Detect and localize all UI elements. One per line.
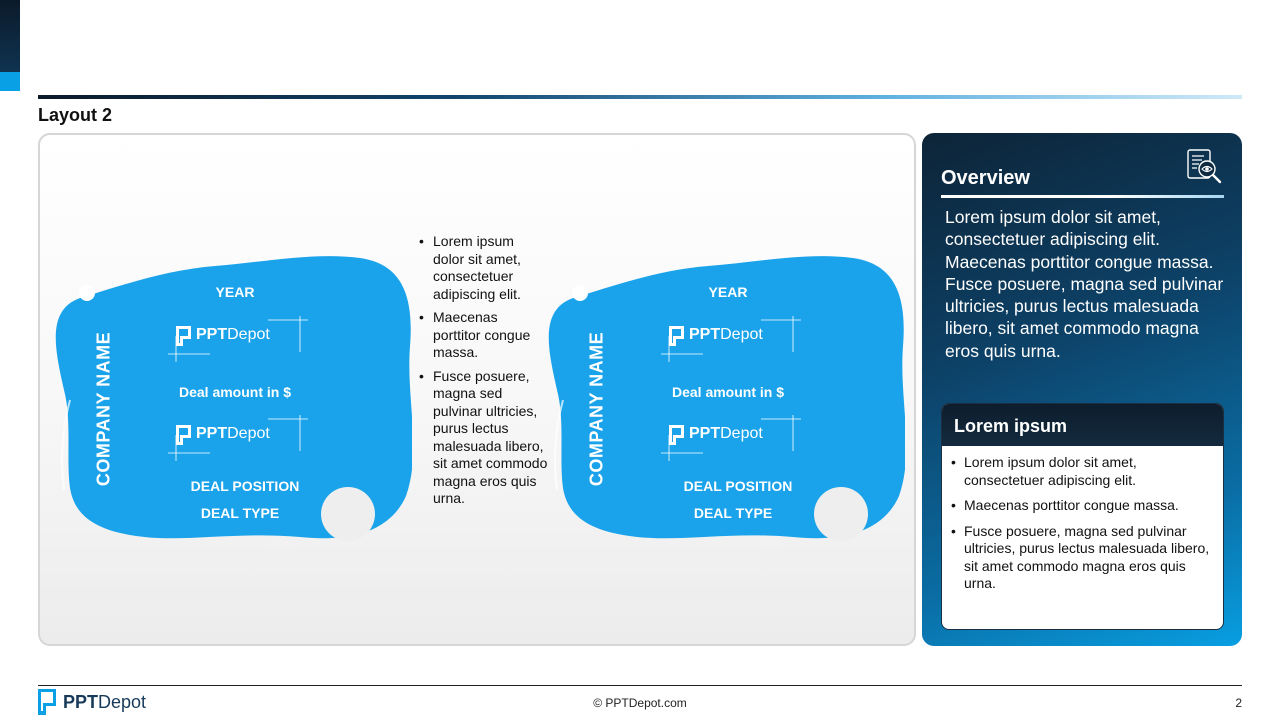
deal-type-label: DEAL TYPE <box>200 505 280 521</box>
footer-logo-text: PPTDepot <box>63 692 147 712</box>
corner-decoration <box>0 0 20 72</box>
ppt-depot-logo-icon <box>176 425 191 445</box>
list-item: • Fusce posuere, magna sed pulvinar ultricies, purus lectus malesuada libero, sit amet commodo magna eros quis urna. <box>418 368 548 508</box>
page-number: 2 <box>1235 696 1242 710</box>
logo-text: PPTDepot <box>689 326 763 343</box>
footer-divider <box>38 685 1242 686</box>
deal-type-label: DEAL TYPE <box>693 505 773 521</box>
overview-divider <box>941 195 1224 198</box>
lorem-box-header <box>942 404 1223 446</box>
lorem-ipsum-box <box>941 403 1224 630</box>
logo-text: PPTDepot <box>689 425 763 442</box>
company-logo <box>669 417 799 457</box>
year-label: YEAR <box>215 284 255 300</box>
company-name-label: COMPANY NAME <box>93 331 114 487</box>
company-logo <box>669 318 799 358</box>
list-item: • Fusce posuere, magna sed pulvinar ultricies, purus lectus malesuada libero, sit amet commodo magna eros quis urna. <box>951 523 1216 593</box>
document-search-icon <box>1185 148 1223 186</box>
slide-title: Layout 2 <box>38 105 113 125</box>
company-name-label: COMPANY NAME <box>586 331 607 487</box>
ppt-depot-logo-icon <box>669 326 684 346</box>
corner-accent <box>0 72 20 91</box>
copyright-text: © PPTDepot.com <box>593 696 687 710</box>
header-divider <box>38 95 1242 99</box>
ppt-depot-logo-icon <box>669 425 684 445</box>
ppt-depot-logo-icon <box>176 326 191 346</box>
lorem-box-title: Lorem ipsum <box>954 416 1068 436</box>
deal-position-label: DEAL POSITION <box>683 478 793 494</box>
list-item: • Maecenas porttitor congue massa. <box>951 497 1216 515</box>
overview-panel <box>922 133 1242 646</box>
logo-text: PPTDepot <box>196 425 270 442</box>
list-item: • Lorem ipsum dolor sit amet, consectetuer adipiscing elit. <box>418 233 548 303</box>
logo-text: PPTDepot <box>196 326 270 343</box>
list-item: • Maecenas porttitor congue massa. <box>418 309 548 362</box>
main-content-panel <box>38 133 916 646</box>
list-item: • Lorem ipsum dolor sit amet, consectetuer adipiscing elit. <box>951 454 1216 489</box>
company-card-2 <box>543 250 905 546</box>
deal-amount-label: Deal amount in $ <box>671 384 785 400</box>
company-card-1 <box>50 250 412 546</box>
lorem-bullet-list <box>951 454 1216 601</box>
year-label: YEAR <box>708 284 748 300</box>
overview-title: Overview <box>941 167 1030 189</box>
middle-bullet-list <box>418 233 548 514</box>
ppt-depot-logo-icon <box>38 689 56 715</box>
overview-text: Lorem ipsum dolor sit amet, consectetuer adipiscing elit. Maecenas porttitor congue massa. Fusce posuere, magna sed pulvinar ultricies, purus lectus malesuada libero, sit amet commodo magna eros quis urna. <box>945 207 1224 361</box>
company-logo <box>176 318 306 358</box>
company-logo <box>176 417 306 457</box>
deal-amount-label: Deal amount in $ <box>178 384 292 400</box>
footer-logo <box>38 689 168 717</box>
deal-position-label: DEAL POSITION <box>190 478 300 494</box>
